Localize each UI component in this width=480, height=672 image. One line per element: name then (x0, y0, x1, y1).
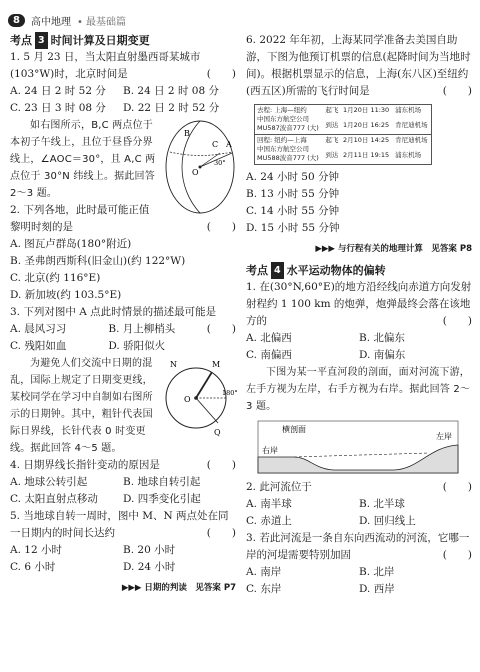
label-o: O (192, 168, 199, 177)
option-d: D. 南偏东 (359, 349, 406, 361)
question-text: 1. 在(30°N,60°E)的地方沿经线向赤道方向发射射程约 1 100 km 的炮弹，炮弹最终会落在该地方的 (246, 281, 472, 327)
page-header (8, 10, 126, 30)
options-r1 (246, 330, 472, 364)
route: 回程: 纽约—上海 (257, 136, 307, 144)
label-c: C (212, 140, 219, 149)
option-d: D. 22 日 2 时 52 分 (123, 102, 220, 114)
option-b: B. 北岸 (359, 566, 395, 578)
question-text: 1. 5 月 23 日，当太阳直射墨西哥某城市(103°W)时，北京时间是 (10, 51, 201, 80)
answer-blank: ( ) (206, 527, 236, 539)
options-q4 (10, 474, 236, 508)
flight-row (255, 105, 432, 120)
option-c: C. 太阳直射点移动 (10, 493, 98, 505)
dep-time: 1月20日 11:30 (342, 106, 390, 114)
answer-blank: ( ) (206, 221, 236, 233)
question-r1 (246, 279, 472, 330)
answer-blank: ( ) (442, 315, 472, 327)
question-text: 3. 下列对图中 A 点此时情景的描述最可能是 (10, 306, 217, 318)
arr-port: 浦东机场 (395, 150, 422, 159)
option-d: D. 西岸 (359, 583, 395, 595)
question-text: 2. 此河流位于 (246, 481, 312, 493)
dep-time: 2月10日 14:25 (341, 135, 393, 150)
answer-blank: ( ) (206, 68, 236, 80)
section-title: 时间计算及日期变更 (50, 34, 150, 47)
option-d: D. 新加坡(约 103.5°E) (10, 289, 122, 301)
airline: 中国东方航空公司 (257, 115, 309, 123)
option-d: D. 24 小时 (123, 561, 176, 573)
question-1 (10, 49, 236, 83)
option-c: C. 赤道上 (246, 515, 292, 527)
option-d: D. 骄阳似火 (108, 340, 166, 352)
answer-blank: ( ) (206, 323, 236, 335)
option-b: B. 月上柳梢头 (108, 323, 176, 335)
section-title: 水平运动物体的偏转 (286, 264, 386, 277)
flight-number: MU588波音777 (大) (257, 154, 319, 162)
intro-with-figure-1 (10, 117, 236, 202)
page-number: 8 (8, 14, 25, 27)
question-text: 5. 当地球自转一周时，图中 M、N 两点处在同一日期内的时间长达约 (10, 510, 229, 539)
option-c: C. 北京(约 116°E) (10, 272, 101, 284)
intro-text-1: 如右图所示，B,C 两点位于本初子午线上，且位于昼昏分界线上，∠AOC＝30°，且 A,C 两点位于 30°N 纬线上。据此回答 2～3 题。 (10, 120, 156, 199)
dep-port: 浦东机场 (395, 106, 422, 114)
options-q1 (10, 83, 236, 117)
dep-label: 起飞 (323, 135, 341, 150)
profile-title: 横剖面 (282, 425, 306, 434)
option-a: A. 图瓦卢群岛(180°附近) (10, 238, 132, 250)
route: 去程: 上海—纽约 (257, 106, 307, 114)
question-6 (246, 32, 472, 100)
options-q5 (10, 542, 236, 576)
river-cross-section-diagram (254, 417, 464, 477)
options-r3 (246, 564, 472, 598)
option-d: D. 回归线上 (359, 515, 416, 527)
question-4 (10, 457, 236, 474)
left-bank-label: 左岸 (436, 432, 452, 441)
section-number: 3 (35, 32, 48, 49)
flight-info (255, 105, 324, 135)
option-c: C. 残阳如血 (10, 340, 67, 352)
options-q3 (10, 321, 207, 355)
section-prefix: 考点 (246, 264, 268, 277)
answer-blank: ( ) (442, 549, 472, 561)
intro-with-figure-2 (10, 355, 236, 457)
question-text: 3. 若此河流是一条自东向西流动的河流，它哪一岸的河堤需要特别加固 (246, 532, 470, 561)
answer-blank: ( ) (442, 481, 472, 493)
option-b: B. 北半球 (359, 498, 405, 510)
option-a: A. 12 小时 (10, 544, 62, 556)
label-a: A (226, 140, 232, 149)
question-r2 (246, 479, 472, 496)
option-c: C. 23 日 3 时 08 分 (10, 102, 106, 114)
subject-label: 高中地理 (30, 16, 71, 28)
left-column (10, 32, 236, 601)
option-b: B. 地球自转引起 (123, 476, 201, 488)
right-bank-label: 右岸 (262, 446, 278, 455)
airline: 中国东方航空公司 (257, 145, 309, 153)
option-a: A. 南岸 (246, 566, 282, 578)
label-b: B (184, 129, 190, 138)
section-number: 4 (271, 262, 284, 279)
dep-label: 起飞 (325, 106, 339, 114)
right-column (246, 32, 472, 598)
section-heading-3 (10, 32, 236, 49)
flight-info (255, 135, 324, 165)
flight-number: MU587波音777 (大) (257, 124, 319, 132)
date-clock-diagram (156, 355, 236, 441)
brand-label: • 最基础篇 (76, 16, 127, 28)
option-c: C. 东岸 (246, 583, 282, 595)
dep-port: 肯尼迪机场 (393, 135, 431, 150)
option-a: A. 北偏西 (246, 332, 292, 344)
option-a: A. 晨风习习 (10, 323, 67, 335)
arr-label: 到达 (325, 120, 339, 129)
options-r2 (246, 496, 472, 530)
question-text: 4. 日期界线长指针变动的原因是 (10, 459, 160, 471)
option-c: C. 14 小时 55 分钟 (246, 205, 340, 217)
option-b: B. 圣弗朗西斯科(旧金山)(约 122°W) (10, 255, 186, 267)
flight-row (255, 135, 432, 150)
answer-blank: ( ) (442, 85, 472, 97)
option-a: A. 24 日 2 时 52 分 (10, 85, 106, 97)
label-degree: 180° (222, 389, 238, 397)
arr-label: 到达 (325, 150, 339, 159)
flight-ticket-table (254, 104, 432, 165)
options-q6 (246, 169, 472, 237)
option-b: B. 24 日 2 时 08 分 (123, 85, 219, 97)
option-b: B. 20 小时 (123, 544, 176, 556)
intro-text-2: 为避免人们交流中日期的混乱，国际上规定了日期变更线，某校同学在学习中自制如右图所示的日期钟。其中，粗针代表国际日界线，长针代表 0 时变更线。据此回答 4～5 题。 (10, 358, 153, 454)
arr-port: 肯尼迪机场 (395, 120, 428, 129)
option-d: D. 四季变化引起 (123, 493, 201, 505)
answer-blank: ( ) (206, 459, 236, 471)
option-d: D. 15 小时 55 分钟 (246, 222, 340, 234)
section-heading-4 (246, 262, 472, 279)
answer-reference-link: ▶▶▶ 与行程有关的地理计算 见答案 P8 (315, 244, 472, 254)
intro-text-river: 下图为某一平直河段的剖面，面对河流下游，左手方视为左岸，右手方视为右岸。据此回答 2～3 题。 (246, 367, 471, 412)
question-r3 (246, 530, 472, 564)
label-o: O (184, 395, 191, 404)
label-angle: 30° (214, 159, 226, 167)
answer-reference-link: ▶▶▶ 日期的判读 见答案 P7 (121, 583, 236, 593)
option-c: C. 南偏西 (246, 349, 292, 361)
option-a: A. 地球公转引起 (10, 476, 88, 488)
option-c: C. 6 小时 (10, 561, 56, 573)
sphere-diagram (162, 117, 236, 217)
option-b: B. 13 小时 55 分钟 (246, 188, 340, 200)
option-b: B. 北偏东 (359, 332, 405, 344)
section-prefix: 考点 (10, 34, 32, 47)
question-text: 6. 2022 年年初，上海某同学准备去美国自助游，下图为他预订机票的信息(起降时间为当地时间)。根据机票显示的信息，上海(东八区)至纽约(西五区)所需的飞行时间是 (246, 34, 471, 97)
question-text: 2. 下列各地，此时最可能正值黎明时刻的是 (10, 204, 150, 233)
arr-time: 1月20日 16:25 (342, 120, 390, 129)
label-q: Q (214, 428, 221, 437)
label-m: M (212, 360, 221, 369)
label-n: N (170, 360, 177, 369)
options-q2 (10, 236, 236, 304)
option-a: A. 南半球 (246, 498, 292, 510)
question-5 (10, 508, 236, 542)
option-a: A. 24 小时 50 分钟 (246, 171, 339, 183)
arr-time: 2月11日 19:15 (342, 150, 390, 159)
